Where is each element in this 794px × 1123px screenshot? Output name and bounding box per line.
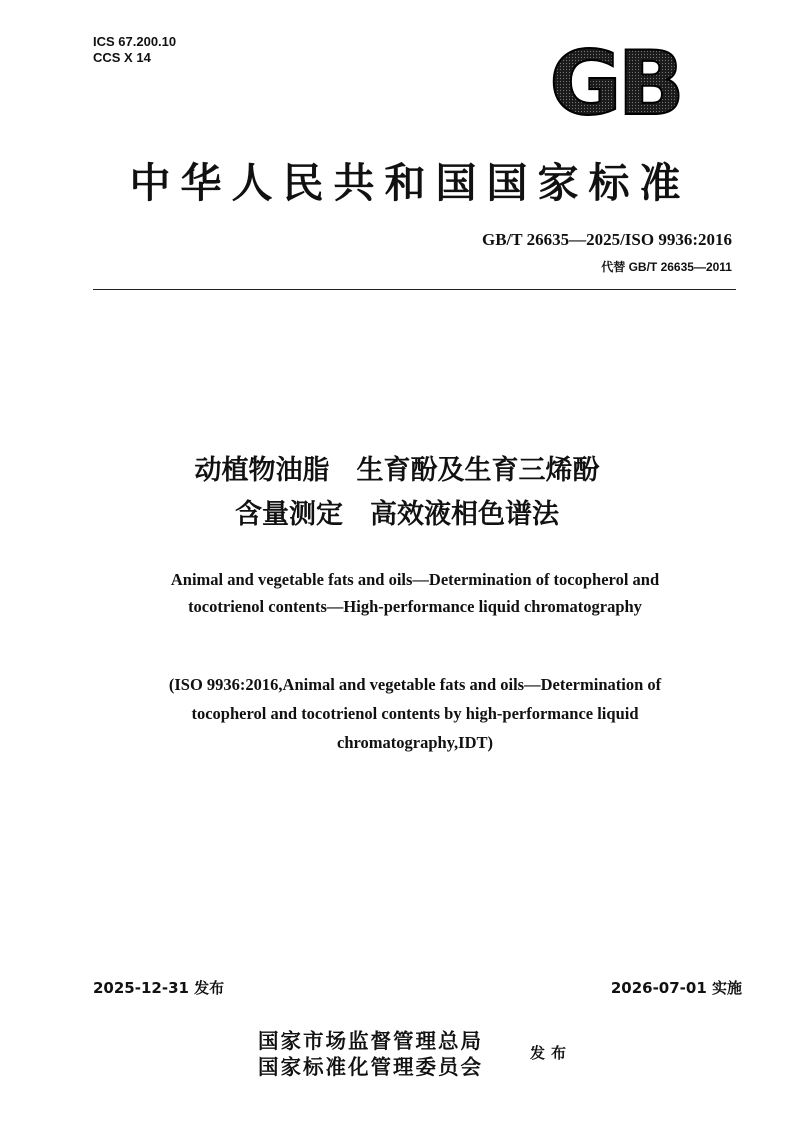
effective-date: 2026-07-01 实施 bbox=[610, 979, 742, 997]
iso-reference bbox=[100, 670, 730, 757]
iso-reference-line-1: (ISO 9936:2016,Animal and vegetable fats and oils—Determination of bbox=[168, 675, 662, 694]
ccs-code: CCS X 14 bbox=[93, 50, 151, 65]
issuer-line-2: 国家标准化管理委员会 bbox=[258, 1055, 483, 1079]
issue-action: 发布 bbox=[530, 1044, 573, 1062]
header-divider bbox=[93, 289, 736, 290]
iso-reference-line-2: tocopherol and tocotrienol contents by high-performance liquid bbox=[191, 704, 639, 723]
ics-code: ICS 67.200.10 bbox=[93, 34, 177, 49]
standard-number: GB/T 26635—2025/ISO 9936:2016 bbox=[482, 230, 732, 249]
issuer-line-1: 国家市场监督管理总局 bbox=[258, 1029, 483, 1053]
english-title bbox=[100, 566, 730, 620]
english-title-line-1: Animal and vegetable fats and oils—Determination of tocopherol and bbox=[170, 570, 660, 589]
chinese-title-line-1: 动植物油脂 生育酚及生育三烯酚 bbox=[194, 455, 600, 486]
gb-logo-text: GB bbox=[549, 44, 681, 120]
classification-codes bbox=[93, 34, 176, 66]
national-standard-title: 中华人民共和国国家标准 bbox=[129, 159, 691, 207]
gb-logo-icon bbox=[538, 44, 692, 120]
english-title-line-2: tocotrienol contents—High-performance liquid chromatography bbox=[188, 597, 642, 616]
issue-date: 2025-12-31 发布 bbox=[93, 979, 225, 997]
issuing-authorities bbox=[258, 1028, 483, 1080]
replaces-note: 代替 GB/T 26635—2011 bbox=[601, 260, 732, 274]
chinese-title-line-2: 含量测定 高效液相色谱法 bbox=[235, 499, 559, 530]
chinese-title bbox=[60, 449, 734, 537]
iso-reference-line-3: chromatography,IDT) bbox=[337, 733, 493, 752]
